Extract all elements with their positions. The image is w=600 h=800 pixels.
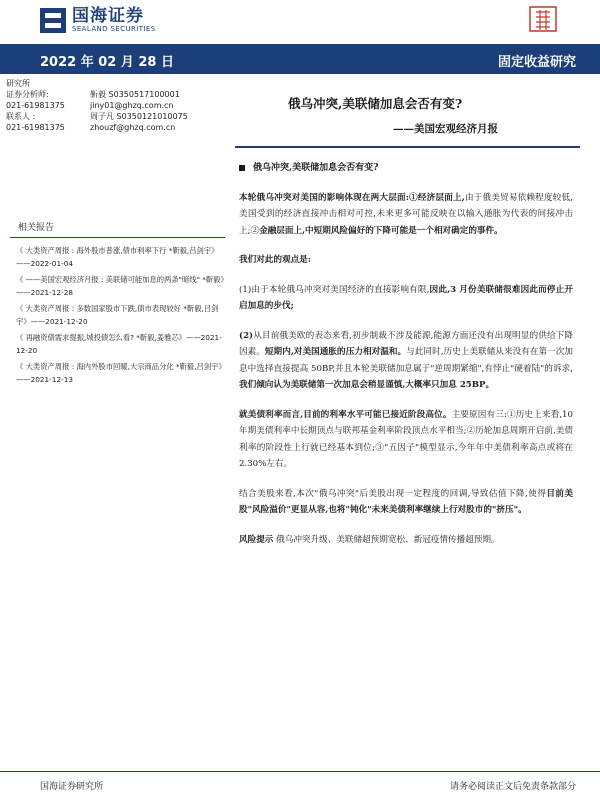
- author-row: [6, 89, 216, 100]
- section-heading: [239, 160, 573, 177]
- text-bold: 金融层面上,中短期风险偏好的下降可能是一个相对确定的事件。: [259, 225, 503, 236]
- text-bold: 我们倾向认为美联储第一次加息会稍显谨慎,大概率只加息 25BP。: [239, 380, 495, 390]
- related-report-item: 《 大类资产周报 : 海内外股市回暖,大宗商品分化 *靳毅,吕剑宇》——2021-12-13: [16, 362, 223, 384]
- author-row-right: 靳毅 S0350517100001: [90, 90, 180, 99]
- footer-institute: 国海证券研究所: [40, 782, 104, 792]
- author-row: [6, 111, 216, 122]
- paragraph-equities: [239, 486, 573, 519]
- author-info: [6, 78, 216, 133]
- paragraph-viewpoint: 我们对此的观点是:: [239, 255, 311, 265]
- text-bold: 就美债利率而言,目前的利率水平可能已接近阶段高位。: [239, 409, 452, 420]
- footer-disclaimer: 请务必阅读正文后免责条款部分: [449, 782, 576, 792]
- report-date: 2022 年 02 月 28 日: [40, 55, 174, 70]
- author-row-left: 021-61981375: [6, 101, 65, 110]
- related-report-item: 《 大类资产周报 : 多数国家股市下跌,债市表现较好 *靳毅,吕剑宇》——2021-12-20: [16, 304, 219, 326]
- text-regular: 与此同时,历史上美联储从来没有在第一次加息中选择直接提高 50BP,并且本轮美联储加息属于"逆周期紧缩",有悖止"硬着陆"的诉求,: [239, 347, 573, 374]
- related-report-item: 《 大类资产周报 : 海外股市普涨,债市利率下行 *靳毅,吕剑宇》——2022-01-04: [16, 246, 219, 268]
- text-bold: 目前美股"风险溢价"更显从容,也将"钝化"未来美债利率继续上行对股市的"挤压"。: [239, 488, 573, 515]
- author-row-left: 证券分析师:: [6, 90, 49, 99]
- text-regular: 主要原因有三:①历史上来看,10 年期美债利率中长期顶点与联邦基金利率阶段顶点水平相当;②历轮加息周期开启前,美债利率的阶段性上行就已经基本到位;③"五因子"模型显示,今年年中美债利率高点或将在 2.30%左右。: [239, 409, 573, 469]
- author-row: [6, 100, 216, 111]
- text-regular: 结合美股来看,本次"俄乌冲突"后美股出现一定程度的回调,导致估值下降,使得: [239, 488, 547, 499]
- logo-mark-icon: [40, 8, 66, 34]
- paragraph-risk: [239, 532, 573, 549]
- bullet-square-icon: [239, 165, 245, 171]
- related-reports-heading: 相关报告: [10, 220, 225, 238]
- paragraph-point-1: [239, 282, 573, 315]
- risk-label: 风险提示: [239, 534, 274, 545]
- risk-text: 俄乌冲突升级、美联储超预期宽松、新冠疫情传播超预期。: [276, 534, 500, 545]
- main-content: [239, 160, 573, 548]
- text-bold: 因此,3 月份美联储很难因此而停止开启加息的步伐;: [239, 284, 574, 311]
- paragraph-point-2: [239, 328, 573, 394]
- title-divider: [235, 146, 580, 148]
- report-title: 俄乌冲突,美联储加息会否有变?: [288, 96, 463, 111]
- institute-label: 研究所: [6, 79, 30, 88]
- text-regular: (1)由于本轮俄乌冲突对美国经济的直接影响有限,: [239, 284, 430, 295]
- footer-divider: [0, 771, 600, 772]
- related-reports: [10, 220, 225, 389]
- text-bold: (2): [239, 330, 254, 341]
- text-bold: 本轮俄乌冲突对美国的影响体现在两大层面:①经济层面上,: [239, 192, 465, 203]
- report-category: 固定收益研究: [497, 55, 576, 70]
- header-banner: [0, 44, 600, 74]
- paragraph-impact: [239, 190, 573, 240]
- logo-english-name: SEALAND SECURITIES: [72, 25, 156, 33]
- author-row: [6, 122, 216, 133]
- section-title: 俄乌冲突,美联储加息会否有变?: [253, 163, 379, 173]
- text-bold: 短期内,对美国通胀的压力相对温和。: [264, 347, 407, 357]
- related-report-item: 《 ——美国宏观经济月报 : 美联储可能加息的两条"暗线" *靳毅》——2021-12-28: [16, 275, 225, 297]
- author-row-left: 021-61981375: [6, 123, 65, 132]
- paragraph-treasury: [239, 407, 573, 473]
- related-report-item: 《 再融资债需求提振,城投债怎么看? *靳毅,姜雅芯》——2021-12-20: [16, 333, 222, 355]
- author-email: jiny01@ghzq.com.cn: [90, 101, 174, 110]
- text-regular: 由于俄美贸易依赖程度较低,美国受到的经济直接冲击相对可控,未来更多可能反映在以输入通胀为代表的间接冲击上;②: [239, 192, 573, 236]
- logo-chinese-name: 国海证券: [72, 6, 144, 26]
- report-subtitle: ——美国宏观经济月报: [393, 123, 498, 135]
- seal-stamp-icon: [528, 4, 558, 34]
- author-email: zhouzf@ghzq.com.cn: [90, 123, 176, 132]
- text-regular: 从目前俄美欧的表态来看,初步制裁不涉及能源,能源方面还没有出现明显的供给下降因素。: [239, 330, 573, 357]
- author-row-left: 联系人 :: [6, 112, 36, 121]
- company-logo: [40, 7, 156, 34]
- author-row-right: 周子凡 S0350121010075: [90, 112, 188, 121]
